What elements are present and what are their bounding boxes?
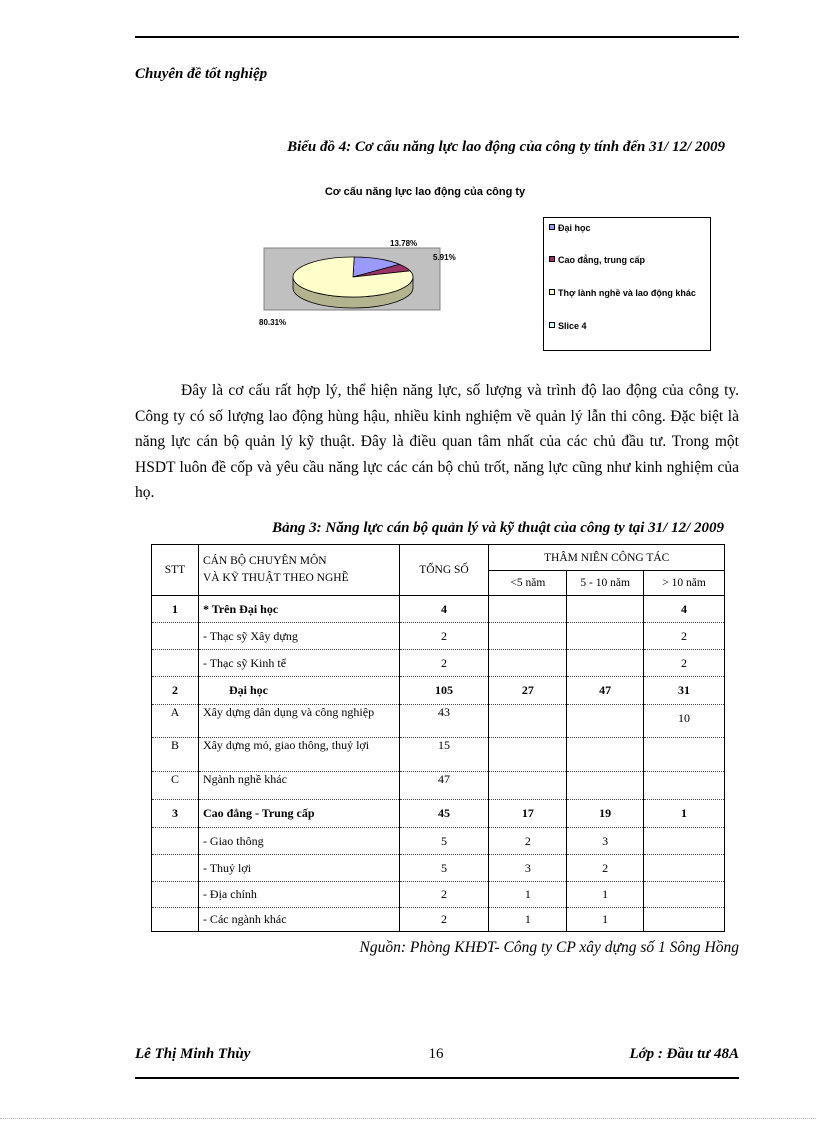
cell-total: 47 <box>399 772 489 800</box>
cell-name: Xây dựng dân dụng và công nghiệp <box>198 705 399 738</box>
cell-stt <box>152 908 199 932</box>
table-row <box>152 772 725 800</box>
cell-lt5 <box>489 650 567 677</box>
cell-lt5 <box>489 623 567 650</box>
cell-lt5 <box>489 772 567 800</box>
footer-rule <box>135 1077 739 1079</box>
table-caption: Bảng 3: Năng lực cán bộ quản lý và kỹ thuật của công ty tại 31/ 12/ 2009 <box>272 520 724 536</box>
cell-total: 45 <box>399 800 489 828</box>
header-title: Chuyên đề tốt nghiệp <box>135 66 268 82</box>
cell-stt: 1 <box>152 596 199 623</box>
table-body <box>152 596 725 932</box>
cell-name: Đại học <box>198 677 399 705</box>
cell-name: - Địa chính <box>198 882 399 908</box>
header-rule <box>135 36 739 38</box>
footer-author: Lê Thị Minh Thùy <box>135 1046 251 1062</box>
table-row <box>152 623 725 650</box>
table-row <box>152 677 725 705</box>
cell-stt <box>152 650 199 677</box>
table-row <box>152 705 725 738</box>
cell-stt: C <box>152 772 199 800</box>
body-paragraph: Đây là cơ cấu rất hợp lý, thể hiện năng lực, số lượng và trình độ lao động của công ty. Công ty có số lượng lao động hùng hậu, nhiều kinh nghiệm về quản lý lẫn thi công. Đặc biệt là năng lực cán bộ quản lý kỹ thuật. Đây là điều quan tâm nhất của các chủ đầu tư. Trong một HSDT luôn đề cốp và yêu cầu năng lực các cán bộ chủ trốt, năng lực cũng như kinh nghiệm của họ. <box>135 382 739 501</box>
cell-total: 2 <box>399 882 489 908</box>
cell-name: - Thuỷ lợi <box>198 855 399 882</box>
legend-item-dai-hoc <box>549 222 591 235</box>
header-seniority: THÂM NIÊN CÔNG TÁC <box>489 545 725 571</box>
cell-total: 15 <box>399 738 489 772</box>
cell-lt5: 27 <box>489 677 567 705</box>
cell-total: 2 <box>399 650 489 677</box>
cell-5-10: 3 <box>567 828 644 855</box>
cell-lt5 <box>489 705 567 738</box>
cell-total: 2 <box>399 623 489 650</box>
legend-item-cao-dang <box>549 254 645 267</box>
cell-5-10 <box>567 772 644 800</box>
cell-5-10: 19 <box>567 800 644 828</box>
table-row <box>152 882 725 908</box>
cell-gt10 <box>644 908 725 932</box>
cell-gt10 <box>644 772 725 800</box>
cell-total: 105 <box>399 677 489 705</box>
cell-name: Ngành nghề khác <box>198 772 399 800</box>
legend-swatch-cao-dang <box>549 256 555 262</box>
table-row <box>152 650 725 677</box>
cell-gt10: 2 <box>644 650 725 677</box>
cell-stt: 3 <box>152 800 199 828</box>
cell-stt <box>152 623 199 650</box>
cell-5-10 <box>567 596 644 623</box>
cell-lt5: 1 <box>489 882 567 908</box>
cell-gt10: 4 <box>644 596 725 623</box>
cell-stt <box>152 882 199 908</box>
capability-table <box>151 544 725 932</box>
cell-lt5 <box>489 738 567 772</box>
cell-name: - Thạc sỹ Xây dựng <box>198 623 399 650</box>
legend-swatch-slice-4 <box>549 322 555 328</box>
cell-name: * Trên Đại học <box>198 596 399 623</box>
cell-gt10 <box>644 855 725 882</box>
chart-caption: Biểu đồ 4: Cơ cấu năng lực lao động của công ty tính đến 31/ 12/ 2009 <box>287 139 725 155</box>
pct-label-tho-lanh-nghe: 80.31% <box>259 318 287 327</box>
cell-stt: B <box>152 738 199 772</box>
cell-total: 5 <box>399 828 489 855</box>
cell-stt <box>152 828 199 855</box>
legend-label: Đại học <box>558 223 591 233</box>
pct-label-cao-dang: 5.91% <box>433 253 456 262</box>
cell-5-10: 47 <box>567 677 644 705</box>
cell-total: 2 <box>399 908 489 932</box>
chart-title: Cơ cấu năng lực lao động của công ty <box>324 186 526 198</box>
cell-5-10 <box>567 650 644 677</box>
cell-total: 43 <box>399 705 489 738</box>
header-lt5: <5 năm <box>489 571 567 596</box>
cell-name: - Các ngành khác <box>198 908 399 932</box>
cell-lt5: 2 <box>489 828 567 855</box>
cell-gt10: 1 <box>644 800 725 828</box>
cell-5-10: 1 <box>567 882 644 908</box>
table-row <box>152 738 725 772</box>
cell-lt5: 1 <box>489 908 567 932</box>
cell-gt10 <box>644 738 725 772</box>
footer-class: Lớp : Đầu tư 48A <box>629 1046 739 1062</box>
header-5-10: 5 - 10 năm <box>567 571 644 596</box>
header-stt: STT <box>152 545 199 596</box>
pct-label-dai-hoc: 13.78% <box>390 239 418 248</box>
cell-name: - Giao thông <box>198 828 399 855</box>
chart-legend <box>543 217 711 351</box>
cell-name: - Thạc sỹ Kinh tế <box>198 650 399 677</box>
legend-label: Slice 4 <box>558 321 587 331</box>
table-row <box>152 596 725 623</box>
legend-label: Thợ lành nghề và lao động khác <box>558 288 696 298</box>
table-row <box>152 828 725 855</box>
header-gt10: > 10 năm <box>644 571 725 596</box>
legend-swatch-tho-lanh-nghe <box>549 289 555 295</box>
cell-lt5: 3 <box>489 855 567 882</box>
legend-item-tho-lanh-nghe <box>549 287 705 300</box>
table-row <box>152 908 725 932</box>
page-edge <box>0 1118 816 1119</box>
cell-lt5: 17 <box>489 800 567 828</box>
cell-stt <box>152 855 199 882</box>
cell-gt10: 31 <box>644 677 725 705</box>
legend-item-slice-4 <box>549 320 587 333</box>
pie-chart <box>258 232 448 327</box>
table-row <box>152 800 725 828</box>
source-note: Nguồn: Phòng KHĐT- Công ty CP xây dựng số 1 Sông Hồng <box>359 939 739 956</box>
cell-5-10: 1 <box>567 908 644 932</box>
cell-stt: A <box>152 705 199 738</box>
header-total: TỔNG SỐ <box>399 545 489 596</box>
cell-total: 4 <box>399 596 489 623</box>
cell-name: Cao đẳng - Trung cấp <box>198 800 399 828</box>
cell-gt10 <box>644 828 725 855</box>
cell-total: 5 <box>399 855 489 882</box>
cell-lt5 <box>489 596 567 623</box>
cell-gt10 <box>644 882 725 908</box>
legend-label: Cao đẳng, trung cấp <box>558 255 646 265</box>
page-number: 16 <box>428 1046 444 1062</box>
header-category: CÁN BỘ CHUYÊN MÔN VÀ KỸ THUẬT THEO NGHỀ <box>198 545 399 596</box>
cell-5-10 <box>567 738 644 772</box>
cell-name: Xây dựng mỏ, giao thông, thuỷ lợi <box>198 738 399 772</box>
cell-stt: 2 <box>152 677 199 705</box>
cell-gt10: 2 <box>644 623 725 650</box>
cell-gt10: 10 <box>644 705 725 738</box>
legend-swatch-dai-hoc <box>549 224 555 230</box>
cell-5-10 <box>567 705 644 738</box>
cell-5-10 <box>567 623 644 650</box>
cell-5-10: 2 <box>567 855 644 882</box>
table-row <box>152 855 725 882</box>
